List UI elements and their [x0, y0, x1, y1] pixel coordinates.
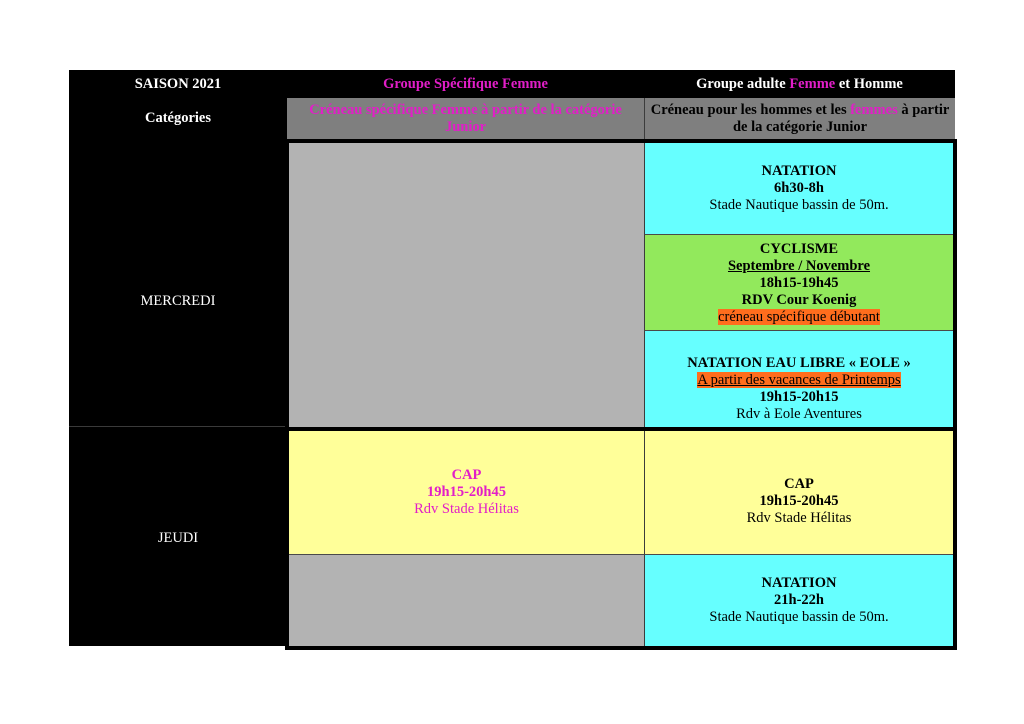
slot-period	[697, 372, 900, 389]
beginner-note-highlight: créneau spécifique débutant	[718, 309, 880, 325]
adult-note-text-start: Créneau pour les hommes et les	[650, 101, 851, 118]
thursday-women-run-slot	[289, 431, 644, 555]
slot-period: Septembre / Novembre	[727, 258, 871, 274]
season-title: SAISON 2021	[134, 75, 222, 92]
adult-note-text-end: à partir	[897, 101, 950, 118]
thursday-women-empty	[289, 555, 644, 646]
day-label-wednesday: MERCREDI	[140, 293, 216, 309]
adult-group-femme: Femme	[789, 75, 836, 92]
adult-note-line-1	[651, 102, 950, 119]
slot-title: NATATION	[761, 575, 837, 591]
slot-title: NATATION EAU LIBRE « EOLE »	[687, 355, 911, 371]
slot-time: 21h-22h	[774, 592, 824, 608]
wednesday-cycling-slot	[644, 235, 953, 331]
adult-group-text-start: Groupe adulte	[696, 75, 790, 92]
slot-time: 19h15-20h15	[759, 389, 839, 405]
slot-place: Rdv à Eole Aventures	[736, 406, 862, 422]
wednesday-swim-slot	[644, 143, 953, 235]
slot-title: CYCLISME	[759, 241, 839, 257]
period-highlight: A partir des vacances de Printemps	[697, 372, 901, 388]
slot-place: RDV Cour Koenig	[741, 292, 857, 308]
slot-title: CAP	[451, 467, 482, 483]
header-women-group	[287, 70, 644, 98]
day-column	[69, 139, 287, 646]
slot-place: Stade Nautique bassin de 50m.	[709, 609, 889, 625]
slot-time: 19h15-20h45	[759, 492, 839, 509]
adult-note-line-2: de la catégorie Junior	[732, 118, 868, 135]
women-group-title: Groupe Spécifique Femme	[383, 75, 548, 92]
slot-time: 18h15-19h45	[759, 275, 839, 291]
adult-group-title	[696, 76, 903, 93]
wednesday-open-water-slot	[644, 331, 953, 427]
women-note-line-2: Junior	[444, 118, 487, 135]
thursday-adult-run-slot	[644, 431, 953, 555]
slot-time: 6h30-8h	[774, 180, 824, 196]
header-women-note	[287, 98, 644, 139]
header-categories	[69, 98, 287, 139]
slot-place: Rdv Stade Hélitas	[746, 509, 852, 526]
categories-label: Catégories	[144, 110, 212, 126]
header-adult-group	[644, 70, 955, 98]
header-season	[69, 70, 287, 98]
header-adult-note	[644, 98, 955, 139]
slot-title: NATATION	[761, 163, 837, 179]
adult-note-femmes: femmes	[850, 101, 898, 118]
slot-note	[718, 309, 880, 326]
slot-place: Stade Nautique bassin de 50m.	[709, 197, 889, 213]
slot-time: 19h15-20h45	[427, 484, 506, 500]
thursday-swim-slot	[644, 555, 953, 646]
adult-group-text-end: et Homme	[835, 75, 903, 92]
day-label-thursday: JEUDI	[157, 530, 199, 546]
slot-title: CAP	[784, 475, 814, 492]
slot-place: Rdv Stade Hélitas	[414, 501, 519, 517]
day-column-divider	[69, 426, 287, 427]
women-note-line-1: Créneau spécifique Femme à partir de la catégorie	[309, 101, 622, 118]
wednesday-women-empty	[289, 143, 644, 427]
